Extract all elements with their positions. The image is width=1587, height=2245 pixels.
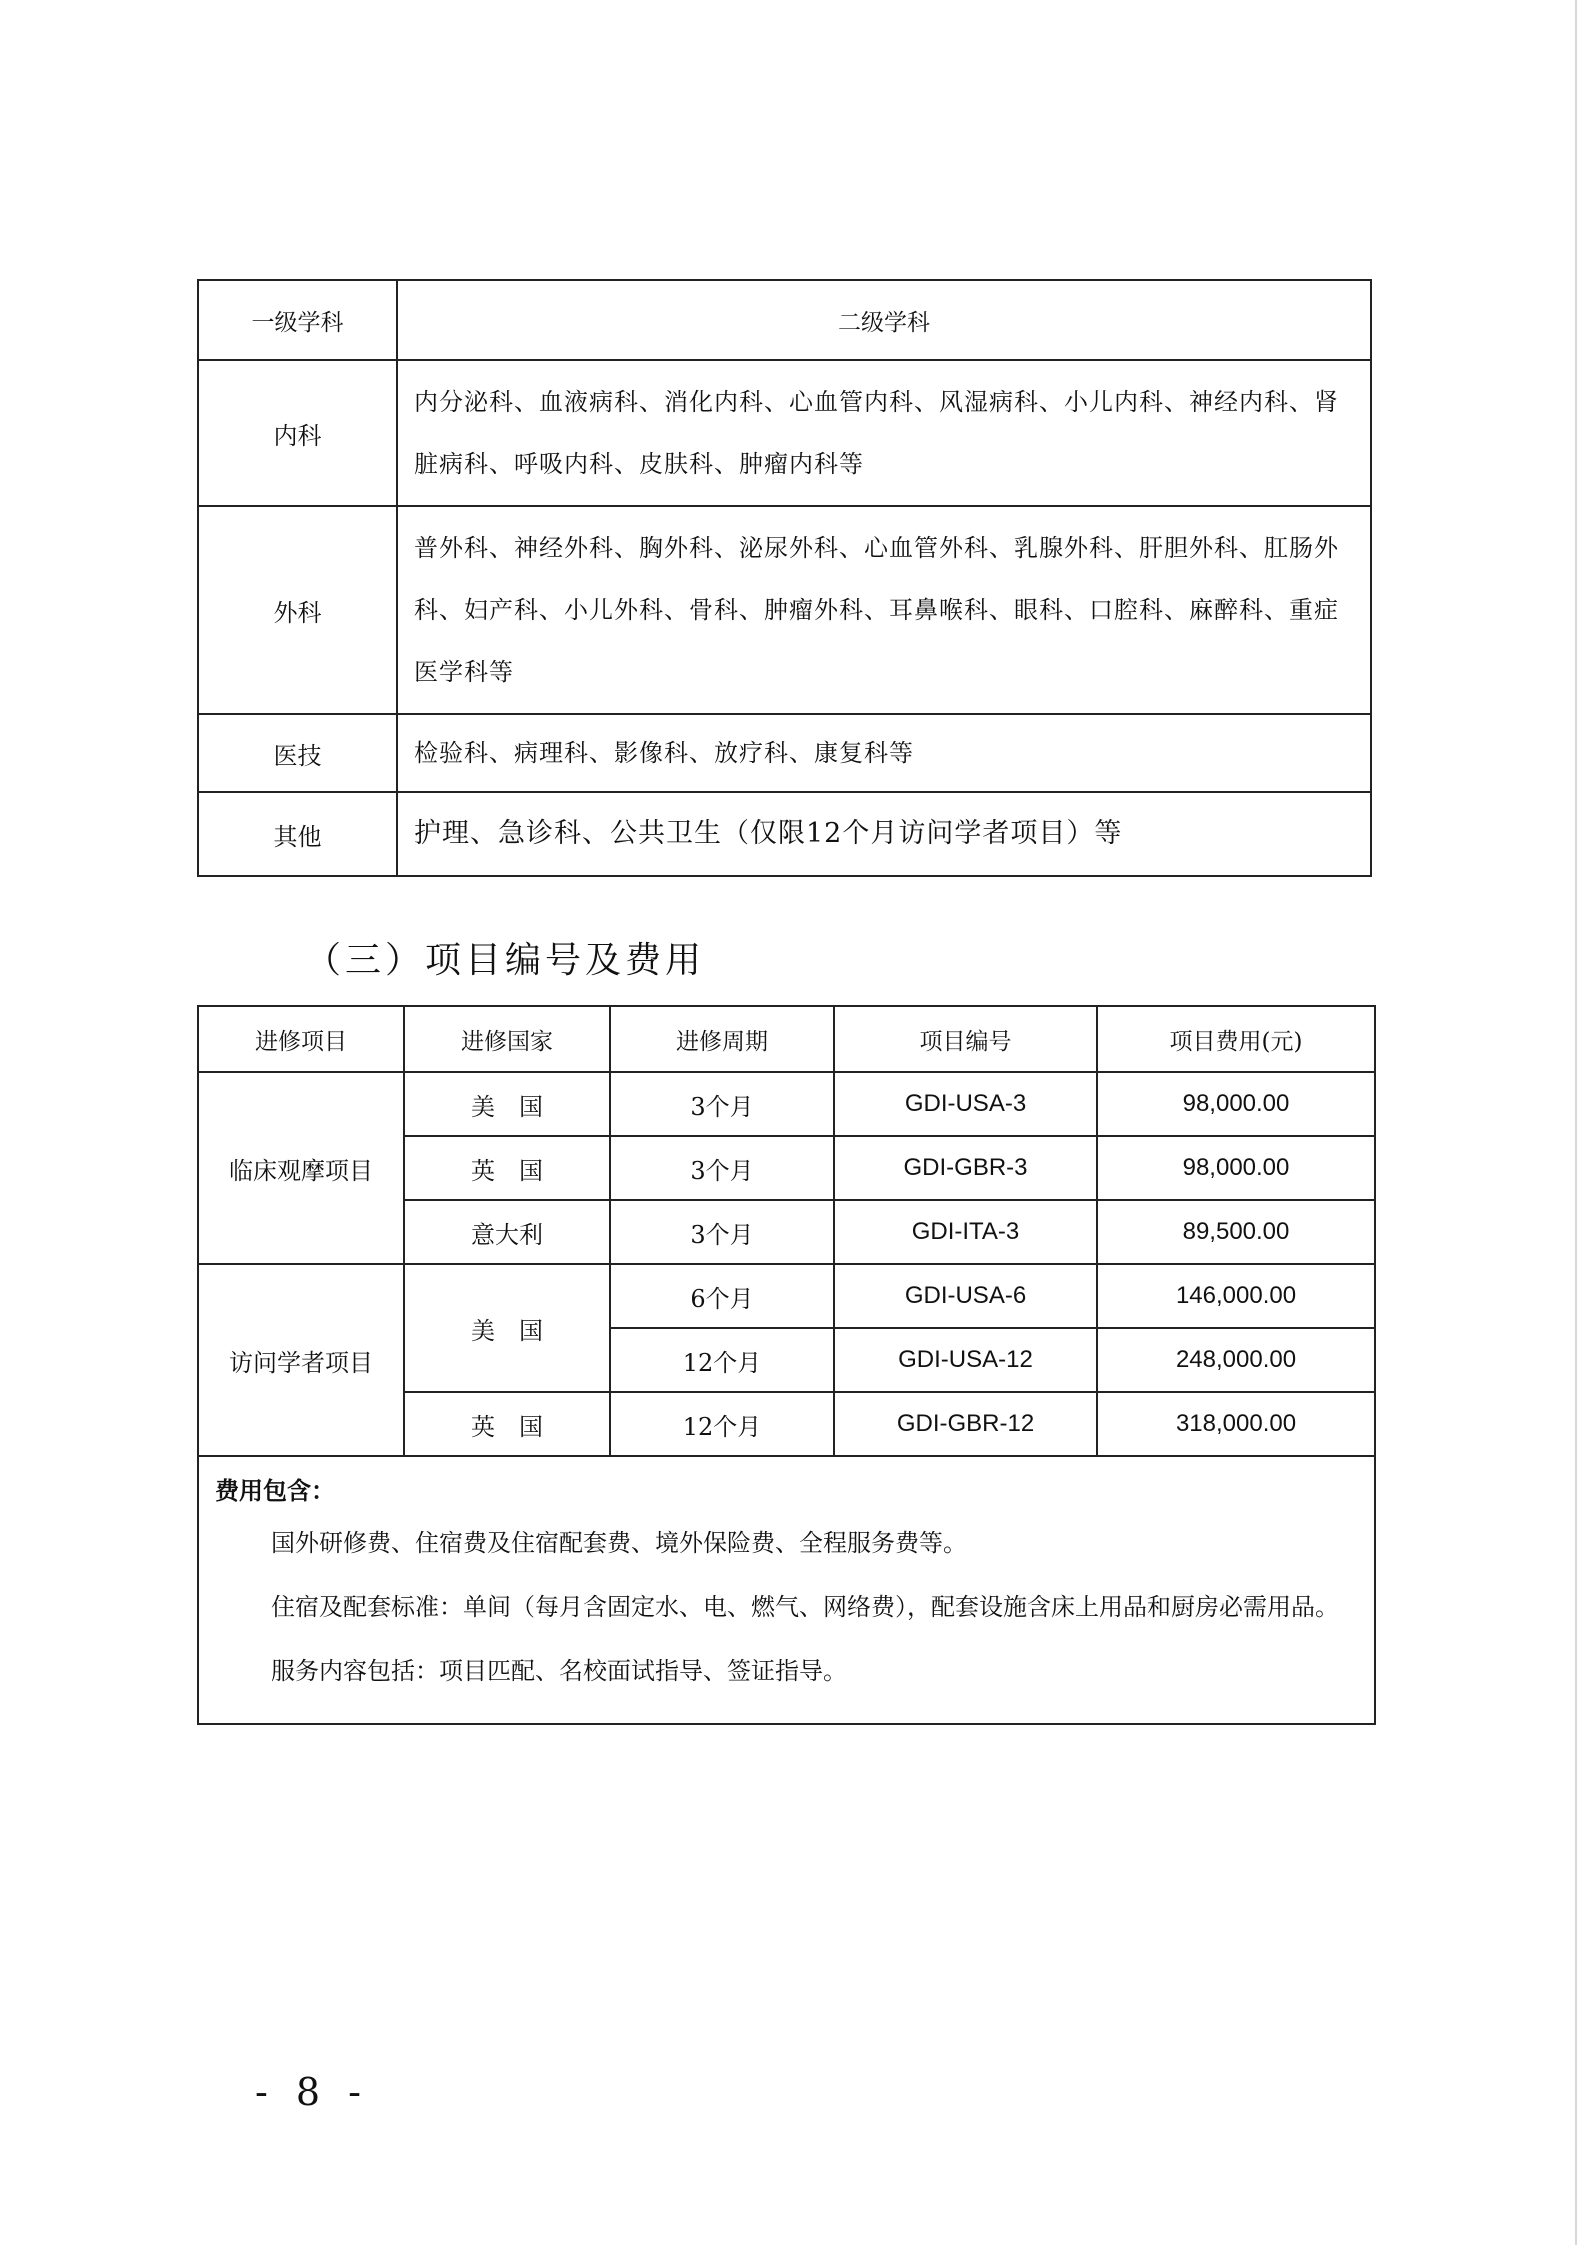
- section-heading: （三）项目编号及费用: [305, 940, 706, 981]
- fee-note-title: 费用包含：: [215, 1476, 335, 1505]
- fee-note-row: [198, 1456, 1375, 1724]
- period-cell: 12个月: [610, 1392, 834, 1456]
- code-cell: GDI-GBR-12: [834, 1392, 1097, 1456]
- code-cell: GDI-GBR-3: [834, 1136, 1097, 1200]
- fee-cell: 98,000.00: [1097, 1072, 1375, 1136]
- fee-note-cell: [198, 1456, 1375, 1724]
- fee-cell: 248,000.00: [1097, 1328, 1375, 1392]
- code-cell: GDI-USA-12: [834, 1328, 1097, 1392]
- fee-cell: 318,000.00: [1097, 1392, 1375, 1456]
- secondary-subject-cell: 内分泌科、血液病科、消化内科、心血管内科、风湿病科、小儿内科、神经内科、肾脏病科、呼吸内科、皮肤科、肿瘤内科等: [397, 360, 1371, 506]
- fee-table-header-row: [198, 1006, 1375, 1072]
- header-fee: 项目费用(元): [1097, 1006, 1375, 1072]
- country-cell: 英 国: [404, 1392, 610, 1456]
- table-row: [198, 792, 1371, 876]
- primary-subject-cell: 内科: [198, 360, 397, 506]
- fee-note-line: 国外研修费、住宿费及住宿配套费、境外保险费、全程服务费等。: [271, 1529, 967, 1557]
- page-number: - 8 -: [255, 2070, 370, 2114]
- table-row: [198, 360, 1371, 506]
- primary-subject-cell: 外科: [198, 506, 397, 714]
- secondary-subject-cell: 护理、急诊科、公共卫生（仅限12个月访问学者项目）等: [397, 792, 1371, 876]
- fee-note-line: 住宿及配套标准：单间（每月含固定水、电、燃气、网络费），配套设施含床上用品和厨房必需用品。: [271, 1593, 1339, 1621]
- country-cell: 意大利: [404, 1200, 610, 1264]
- secondary-subject-cell: 普外科、神经外科、胸外科、泌尿外科、心血管外科、乳腺外科、肝胆外科、肛肠外科、妇产科、小儿外科、骨科、肿瘤外科、耳鼻喉科、眼科、口腔科、麻醉科、重症医学科等: [397, 506, 1371, 714]
- fee-note-line: 服务内容包括：项目匹配、名校面试指导、签证指导。: [271, 1657, 847, 1685]
- table-row: [198, 1072, 1375, 1136]
- secondary-subject-cell: 检验科、病理科、影像科、放疗科、康复科等: [397, 714, 1371, 792]
- country-cell: 美 国: [404, 1264, 610, 1392]
- code-cell: GDI-USA-6: [834, 1264, 1097, 1328]
- header-code: 项目编号: [834, 1006, 1097, 1072]
- primary-subject-cell: 其他: [198, 792, 397, 876]
- fee-cell: 98,000.00: [1097, 1136, 1375, 1200]
- code-cell: GDI-ITA-3: [834, 1200, 1097, 1264]
- table-row: [198, 506, 1371, 714]
- period-cell: 3个月: [610, 1136, 834, 1200]
- period-cell: 6个月: [610, 1264, 834, 1328]
- header-program: 进修项目: [198, 1006, 404, 1072]
- primary-subject-cell: 医技: [198, 714, 397, 792]
- header-secondary-subject: 二级学科: [397, 280, 1371, 360]
- fee-cell: 89,500.00: [1097, 1200, 1375, 1264]
- program-cell: 访问学者项目: [198, 1264, 404, 1456]
- header-primary-subject: 一级学科: [198, 280, 397, 360]
- fee-table: [197, 1005, 1376, 1725]
- table-row: [198, 1264, 1375, 1328]
- period-cell: 12个月: [610, 1328, 834, 1392]
- subject-table-header-row: [198, 280, 1371, 360]
- header-country: 进修国家: [404, 1006, 610, 1072]
- fee-cell: 146,000.00: [1097, 1264, 1375, 1328]
- table-row: [198, 714, 1371, 792]
- subject-table: [197, 279, 1372, 877]
- period-cell: 3个月: [610, 1072, 834, 1136]
- code-cell: GDI-USA-3: [834, 1072, 1097, 1136]
- program-cell: 临床观摩项目: [198, 1072, 404, 1264]
- country-cell: 英 国: [404, 1136, 610, 1200]
- country-cell: 美 国: [404, 1072, 610, 1136]
- period-cell: 3个月: [610, 1200, 834, 1264]
- header-period: 进修周期: [610, 1006, 834, 1072]
- page-edge-line: [1575, 0, 1577, 2245]
